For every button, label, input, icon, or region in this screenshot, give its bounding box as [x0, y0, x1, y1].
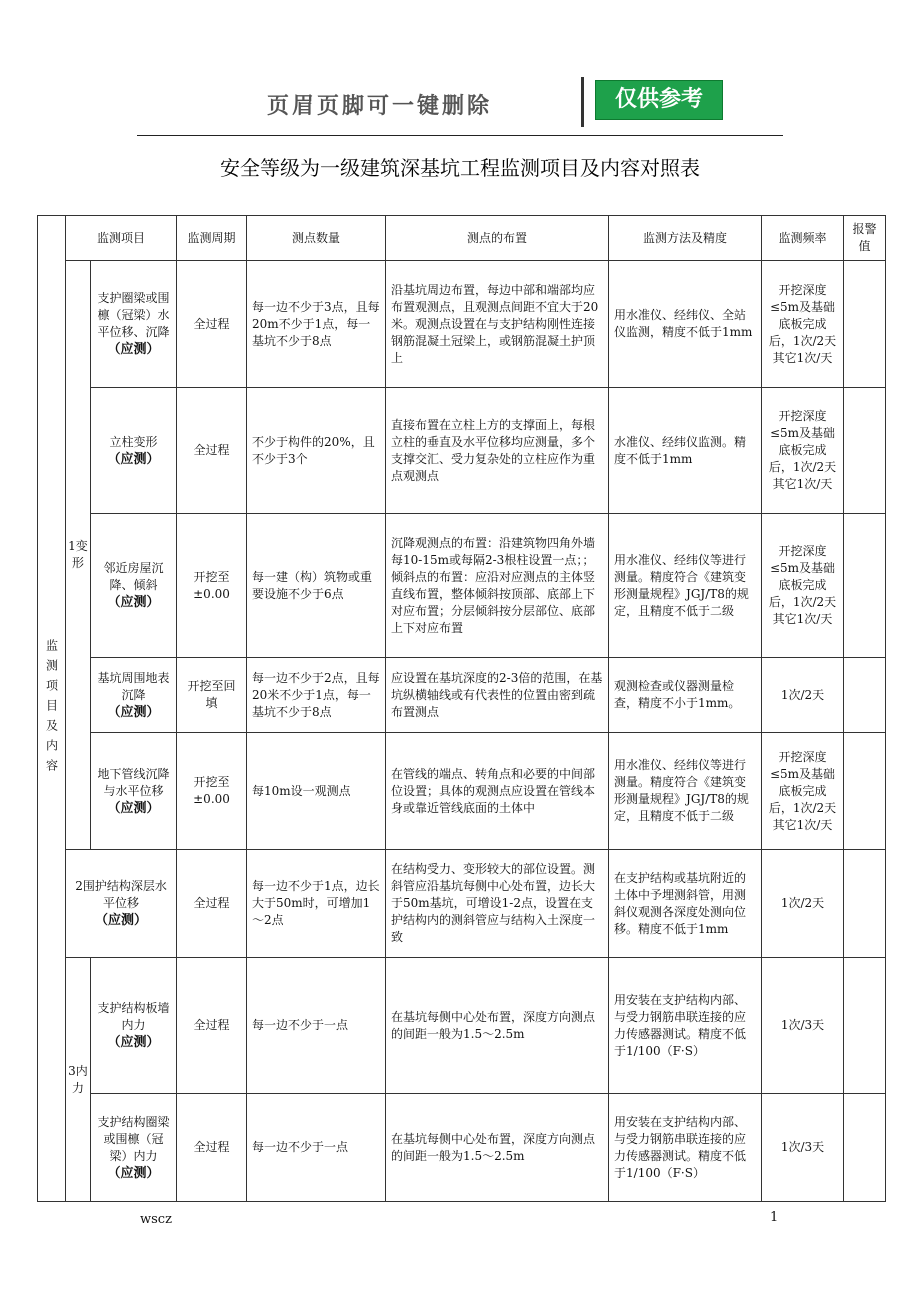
row-method: 水准仪、经纬仪监测。精度不低于1mm	[609, 388, 762, 514]
row-layout: 沉降观测点的布置：沿建筑物四角外墙每10-15m或每隔2-3根柱设置一点；；倾斜点的布置：应沿对应测点的主体竖直线布置，整体倾斜按顶部、底部上下对应布置；分层倾斜按分层部位、底部上下对应布置	[386, 514, 609, 658]
table-header-row	[38, 216, 886, 261]
row-alarm	[844, 261, 886, 388]
row-freq: 开挖深度≤5m及基础底板完成后，1次/2天 其它1次/天	[762, 733, 844, 850]
side-label: 监测项目及内容	[38, 216, 66, 1202]
item-text: 支护结构板墙内力	[97, 1001, 170, 1032]
row-item	[91, 514, 177, 658]
group-label-deep-displacement: 2围护结构深层水平位移	[75, 879, 167, 910]
row-layout: 在基坑每侧中心处布置，深度方向测点的间距一般为1.5～2.5m	[386, 1094, 609, 1202]
row-alarm	[844, 850, 886, 958]
header-banner	[195, 75, 785, 135]
row-layout: 沿基坑周边布置，每边中部和端部均应布置观测点，且观测点间距不宜大于20米。观测点设置在与支护结构刚性连接钢筋混凝土冠梁上，或钢筋混凝土护顶上	[386, 261, 609, 388]
row-method: 用安装在支护结构内部、与受力钢筋串联连接的应力传感器测试。精度不低于1/100（F·S）	[609, 1094, 762, 1202]
row-item	[91, 388, 177, 514]
row-count: 每一边不少于一点	[247, 958, 386, 1094]
table-row	[38, 658, 886, 733]
row-method: 用安装在支护结构内部、与受力钢筋串联连接的应力传感器测试。精度不低于1/100（F·S）	[609, 958, 762, 1094]
table-row	[38, 733, 886, 850]
row-period: 全过程	[177, 388, 247, 514]
should-label: （应测）	[107, 342, 160, 357]
header-period: 监测周期	[177, 216, 247, 261]
should-label: （应测）	[107, 595, 160, 610]
table-row	[38, 850, 886, 958]
row-freq: 开挖深度≤5m及基础底板完成后，1次/2天 其它1次/天	[762, 261, 844, 388]
header-alarm: 报警值	[844, 216, 886, 261]
reference-only-badge: 仅供参考	[595, 80, 723, 120]
row-period: 全过程	[177, 850, 247, 958]
should-label: （应测）	[107, 704, 160, 720]
row-layout: 直接布置在立柱上方的支撑面上，每根立柱的垂直及水平位移均应测量，多个支撑交汇、受力复杂处的立柱应作为重点观测点	[386, 388, 609, 514]
table-row	[38, 388, 886, 514]
header-rule	[137, 135, 783, 136]
row-method: 用水准仪、经纬仪等进行测量。精度符合《建筑变形测量规程》JGJ/T8的规定，且精度不低于二级	[609, 514, 762, 658]
row-count: 每一边不少于一点	[247, 1094, 386, 1202]
row-period: 开挖至±0.00	[177, 514, 247, 658]
row-freq: 1次/2天	[762, 850, 844, 958]
row-freq: 开挖深度≤5m及基础底板完成后，1次/2天 其它1次/天	[762, 514, 844, 658]
row-count: 每一建（构）筑物或重要设施不少于6点	[247, 514, 386, 658]
row-period: 全过程	[177, 958, 247, 1094]
item-text: 地下管线沉降与水平位移	[97, 766, 170, 798]
item-text: 基坑周围地表沉降	[97, 670, 170, 702]
row-freq: 1次/3天	[762, 958, 844, 1094]
row-layout: 在管线的端点、转角点和必要的中间部位设置；具体的观测点应设置在管线本身或靠近管线底面的土体中	[386, 733, 609, 850]
row-period: 全过程	[177, 261, 247, 388]
row-period: 开挖至±0.00	[177, 733, 247, 850]
item-text: 支护圈梁或围檩（冠梁）水平位移、沉降	[97, 291, 170, 339]
group-label-internal-force: 3内力	[66, 958, 91, 1202]
row-freq: 开挖深度≤5m及基础底板完成后，1次/2天 其它1次/天	[762, 388, 844, 514]
row-item	[91, 1094, 177, 1202]
item-text: 立柱变形	[109, 434, 158, 449]
row-count: 每一边不少于2点，且每20米不少于1点，每一基坑不少于8点	[247, 658, 386, 733]
monitoring-table	[37, 215, 886, 1202]
item-text: 邻近房屋沉降、倾斜	[103, 561, 164, 592]
table-row	[38, 261, 886, 388]
header-layout: 测点的布置	[386, 216, 609, 261]
row-method: 观测检查或仪器测量检查，精度不小于1mm。	[609, 658, 762, 733]
row-alarm	[844, 514, 886, 658]
row-method: 用水准仪、经纬仪、全站仪监测，精度不低于1mm	[609, 261, 762, 388]
row-count: 每一边不少于1点，边长大于50m时，可增加1～2点	[247, 850, 386, 958]
row-item	[91, 658, 177, 733]
row-alarm	[844, 733, 886, 850]
page-title: 安全等级为一级建筑深基坑工程监测项目及内容对照表	[220, 156, 700, 180]
footer-text: wscz	[140, 1212, 172, 1227]
row-freq: 1次/2天	[762, 658, 844, 733]
row-alarm	[844, 658, 886, 733]
row-layout: 在基坑每侧中心处布置，深度方向测点的间距一般为1.5～2.5m	[386, 958, 609, 1094]
should-label: （应测）	[95, 913, 148, 928]
table-row	[38, 1094, 886, 1202]
row-alarm	[844, 388, 886, 514]
row-layout: 应设置在基坑深度的2-3倍的范围，在基坑纵横轴线或有代表性的位置由密到疏布置测点	[386, 658, 609, 733]
should-label: （应测）	[107, 451, 160, 467]
row-item	[91, 958, 177, 1094]
row-item	[91, 261, 177, 388]
row-count: 不少于构件的20%，且不少于3个	[247, 388, 386, 514]
row-layout: 在结构受力、变形较大的部位设置。测斜管应沿基坑每侧中心处布置，边长大于50m基坑，可增设1-2点，设置在支护结构内的测斜管应与结构入土深度一致	[386, 850, 609, 958]
item-text: 支护结构圈梁或围檩（冠梁）内力	[97, 1114, 170, 1163]
banner-text: 页眉页脚可一键删除	[267, 94, 493, 119]
row-item	[91, 733, 177, 850]
row-alarm	[844, 1094, 886, 1202]
row-method: 在支护结构或基坑附近的土体中予埋测斜管，用测斜仪观测各深度处测向位移。精度不低于1mm	[609, 850, 762, 958]
header-freq: 监测频率	[762, 216, 844, 261]
row-count: 每10m设一观测点	[247, 733, 386, 850]
row-item	[66, 850, 177, 958]
header-item: 监测项目	[66, 216, 177, 261]
should-label: （应测）	[107, 1165, 160, 1181]
page-number: 1	[770, 1210, 779, 1225]
header-method: 监测方法及精度	[609, 216, 762, 261]
row-period: 开挖至回填	[177, 658, 247, 733]
row-alarm	[844, 958, 886, 1094]
table-row	[38, 958, 886, 1094]
row-period: 全过程	[177, 1094, 247, 1202]
header-count: 测点数量	[247, 216, 386, 261]
row-count: 每一边不少于3点，且每20m不少于1点，每一基坑不少于8点	[247, 261, 386, 388]
row-freq: 1次/3天	[762, 1094, 844, 1202]
group-label-deformation: 1变形	[66, 261, 91, 850]
should-label: （应测）	[107, 800, 160, 816]
banner-divider	[581, 77, 584, 127]
row-method: 用水准仪、经纬仪等进行测量。精度符合《建筑变形测量规程》JGJ/T8的规定，且精度不低于二级	[609, 733, 762, 850]
table-row	[38, 514, 886, 658]
should-label: （应测）	[107, 1035, 160, 1050]
